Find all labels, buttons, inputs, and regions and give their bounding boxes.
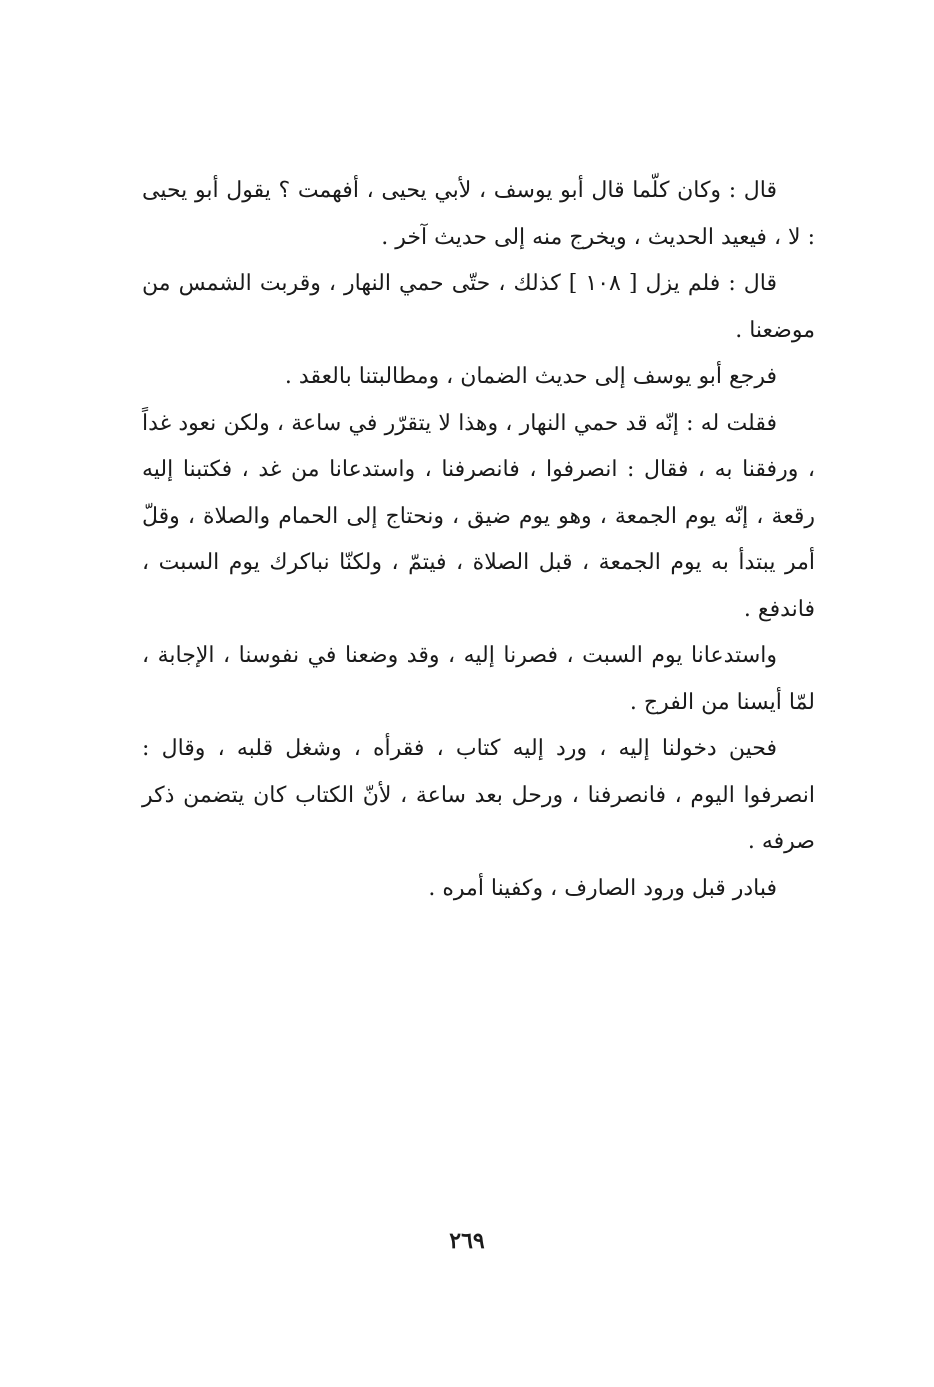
paragraph-3: فرجع أبو يوسف إلى حديث الضمان ، ومطالبتنا بالعقد . (284, 364, 777, 389)
paragraph-5: واستدعانا يوم السبت ، فصرنا إليه ، وقد وضعنا في نفوسنا ، الإجابة ، لمّا أيسنا من الفرج . (142, 643, 815, 715)
paragraph-2: قال : فلم يزل [ ١٠٨ ] كذلك ، حتّى حمي النهار ، وقربت الشمس من موضعنا . (142, 271, 815, 343)
paragraph-7: فبادر قبل ورود الصارف ، وكفينا أمره . (428, 875, 777, 901)
body-text (142, 168, 815, 912)
paragraph-1: قال : وكان كلّما قال أبو يوسف ، لأبي يحيى ، أفهمت ؟ يقول أبو يحيى : لا ، فيعيد الحديث ، ويخرج منه إلى حديث آخر . (142, 178, 815, 250)
page-number: ٢٦٩ (449, 1228, 485, 1254)
paragraph-4: فقلت له : إنّه قد حمي النهار ، وهذا لا يتقرّر في ساعة ، ولكن نعود غداً ، ورفقنا به ، فقال : انصرفوا ، فانصرفنا ، واستدعانا من غد ، فكتبنا إليه رقعة ، إنّه يوم الجمعة ، وهو يوم ضيق ، ونحتاج إلى الحمام والصلاة ، وقلّ أمر يبتدأ به يوم الجمعة ، قبل الصلاة ، فيتمّ ، ولكنّا نباكرك يوم السبت ، فاندفع . (142, 410, 815, 622)
paragraph-6: فحين دخولنا إليه ، ورد إليه كتاب ، فقرأه ، وشغل قلبه ، وقال : انصرفوا اليوم ، فانصرفنا ، ورحل بعد ساعة ، لأنّ الكتاب كان يتضمن ذكر صرفه . (142, 736, 815, 854)
